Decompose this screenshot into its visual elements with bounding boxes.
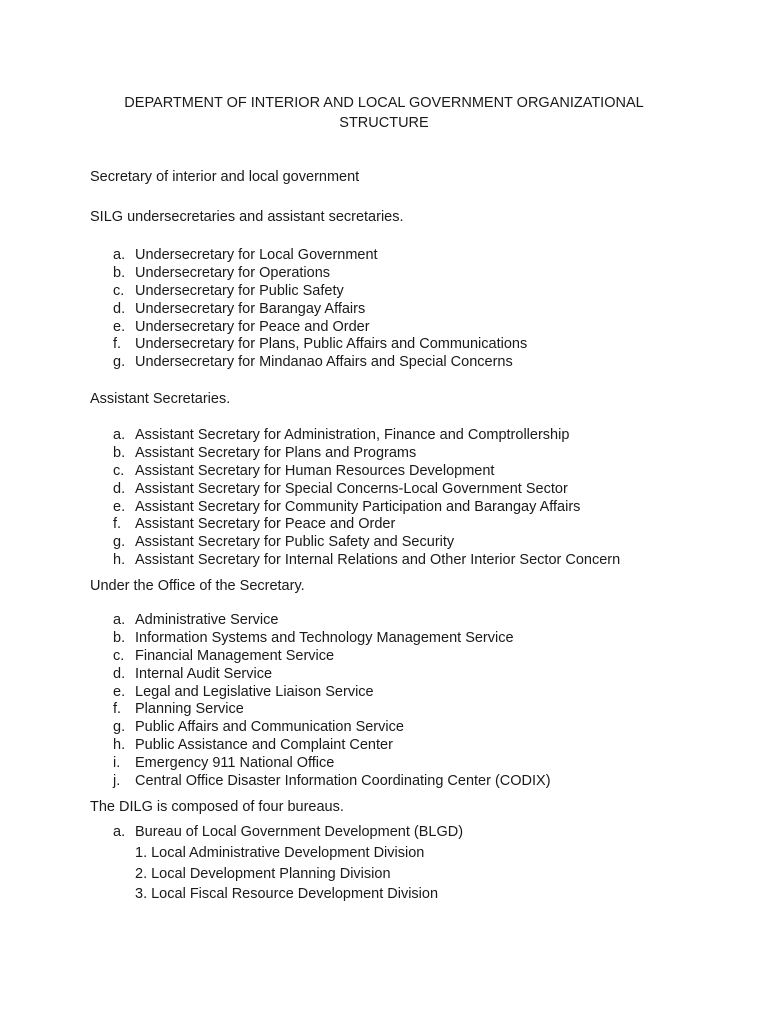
list-marker: d. <box>113 480 126 497</box>
list-marker: a. <box>113 427 126 443</box>
list-item-text: Legal and Legislative Liaison Service <box>135 683 374 700</box>
list-marker: e. <box>113 683 126 700</box>
list-item-text: Undersecretary for Public Safety <box>135 282 344 299</box>
list-item: 3. Local Fiscal Resource Development Division <box>135 886 439 902</box>
list-marker: b. <box>113 629 126 646</box>
list-marker: h. <box>113 552 126 569</box>
list-item-text: Assistant Secretary for Administration, Finance and Comptrollership <box>135 427 570 443</box>
list-marker: b. <box>113 264 126 281</box>
assistant-secretaries-heading: Assistant Secretaries. <box>90 391 231 407</box>
list-item-text: Assistant Secretary for Special Concerns-Local Government Sector <box>135 480 568 497</box>
list-marker: i. <box>113 755 121 772</box>
list-marker: j. <box>113 773 121 790</box>
bureaus-heading: The DILG is composed of four bureaus. <box>90 799 344 815</box>
secretary-heading: Secretary of interior and local government <box>90 169 360 185</box>
list-item-text: Undersecretary for Peace and Order <box>135 318 370 335</box>
list-marker: f. <box>113 701 122 718</box>
list-marker: f. <box>113 336 122 353</box>
list-marker: f. <box>113 516 122 533</box>
bureau-divisions-list <box>135 843 438 905</box>
list-marker: g. <box>113 354 126 371</box>
list-item-text: Undersecretary for Mindanao Affairs and Special Concerns <box>135 354 513 371</box>
list-marker: a. <box>113 824 126 840</box>
list-marker: e. <box>113 498 126 515</box>
list-marker: g. <box>113 719 126 736</box>
list-item-text: Public Affairs and Communication Service <box>135 719 404 736</box>
office-of-secretary-heading: Under the Office of the Secretary. <box>90 578 305 594</box>
list-marker: c. <box>113 462 125 479</box>
list-item-text: Assistant Secretary for Peace and Order <box>135 516 396 533</box>
list-marker: a. <box>113 612 126 628</box>
list-marker: a. <box>113 247 126 263</box>
list-item-text: Undersecretary for Barangay Affairs <box>135 300 366 317</box>
list-item-text: Undersecretary for Operations <box>135 264 331 281</box>
list-marker: h. <box>113 737 126 754</box>
list-item: 1. Local Administrative Development Division <box>135 845 425 861</box>
list-item-text: Assistant Secretary for Public Safety and Security <box>135 534 455 551</box>
title-line-1: DEPARTMENT OF INTERIOR AND LOCAL GOVERNMENT ORGANIZATIONAL <box>124 95 644 111</box>
list-item-text: Assistant Secretary for Community Participation and Barangay Affairs <box>135 498 581 515</box>
list-item-text: Bureau of Local Government Development (BLGD) <box>135 824 464 840</box>
list-item-text: Assistant Secretary for Human Resources Development <box>135 462 495 479</box>
list-item-text: Administrative Service <box>135 612 279 628</box>
list-marker: g. <box>113 534 126 551</box>
list-marker: d. <box>113 665 126 682</box>
list-item-text: Emergency 911 National Office <box>135 755 335 772</box>
list-item-text: Central Office Disaster Information Coordinating Center (CODIX) <box>135 773 551 790</box>
list-marker: b. <box>113 444 126 461</box>
list-item-text: Information Systems and Technology Management Service <box>135 629 514 646</box>
undersecretaries-heading: SILG undersecretaries and assistant secretaries. <box>90 209 404 225</box>
title-line-2: STRUCTURE <box>339 115 429 131</box>
list-item-text: Assistant Secretary for Internal Relations and Other Interior Sector Concern <box>135 552 621 569</box>
list-item-text: Undersecretary for Local Government <box>135 247 378 263</box>
list-item: 2. Local Development Planning Division <box>135 865 391 882</box>
list-marker: c. <box>113 647 125 664</box>
document-title <box>90 93 678 133</box>
list-marker: d. <box>113 300 126 317</box>
list-item-text: Planning Service <box>135 701 244 718</box>
list-item-text: Undersecretary for Plans, Public Affairs and Communications <box>135 336 528 353</box>
list-item-text: Financial Management Service <box>135 647 335 664</box>
list-marker: e. <box>113 318 126 335</box>
list-item-text: Internal Audit Service <box>135 665 273 682</box>
list-marker: c. <box>113 282 125 299</box>
list-item-text: Assistant Secretary for Plans and Programs <box>135 444 417 461</box>
list-item-text: Public Assistance and Complaint Center <box>135 737 393 754</box>
